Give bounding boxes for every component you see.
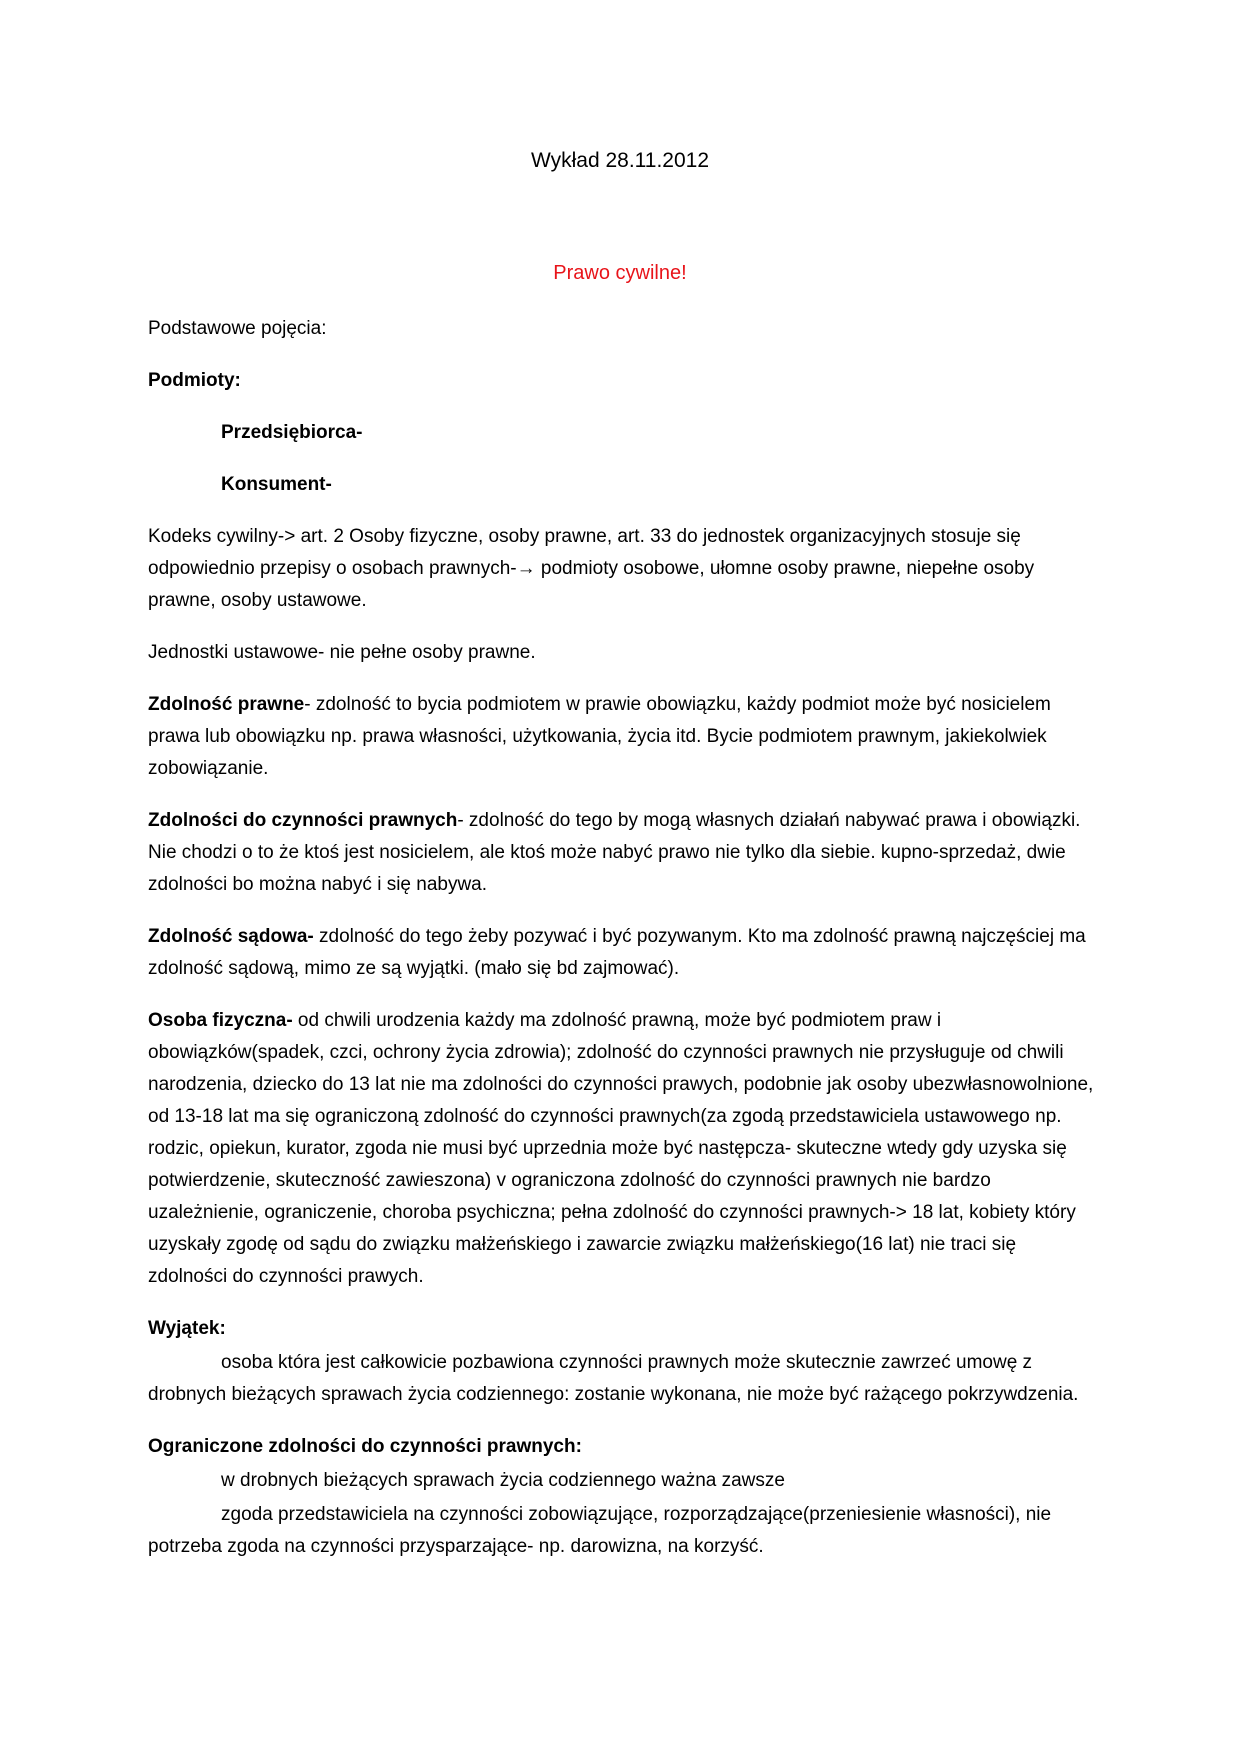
limited-capacity-line-2: zgoda przedstawiciela na czynności zobowiązujące, rozporządzające(przeniesienie własności), nie potrzeba zgoda na czynności przysparzające- np. darowizna, na korzyść. [148,1504,1052,1557]
document-subtitle: Prawo cywilne! [553,262,687,284]
definition-term: Zdolność prawne [148,694,305,715]
kodeks-paragraph: Kodeks cywilny-> art. 2 Osoby fizyczne, osoby prawne, art. 33 do jednostek organizacyjnych stosuje się odpowiednio przepisy o osobach prawnych-→ podmioty osobowe, ułomne osoby prawne, niepełne osoby prawne, osoby ustawowe. [148,526,1035,611]
document-title: Wykład 28.11.2012 [530,149,710,172]
definition-text: zdolność do tego żeby pozywać i być pozywanym. Kto ma zdolność prawną najczęściej ma zdolność sądową, mimo ze są wyjątki. (mało się bd zajmować). [148,926,1086,979]
definition-legal-capacity [148,689,1096,785]
subject-item-entrepreneur: Przedsiębiorca- [221,422,363,443]
exception-heading: Wyjątek: [148,1318,226,1339]
definition-text: - zdolność to bycia podmiotem w prawie obowiązku, każdy podmiot może być nosicielem prawa lub obowiązku np. prawa własności, użytkowania, życia itd. Bycie podmiotem prawnym, jakiekolwiek zobowiązanie. [148,694,1051,779]
subject-item-consumer: Konsument- [221,474,332,495]
limited-capacity-heading: Ograniczone zdolności do czynności prawnych: [148,1436,582,1457]
definition-text: - zdolność do tego by mogą własnych działań nabywać prawa i obowiązki. Nie chodzi o to że ktoś jest nosicielem, ale ktoś może nabyć prawo nie tylko dla siebie. kupno-sprzedaż, dwie zdolności bo można nabyć i się nabywa. [148,810,1081,895]
definition-term: Osoba fizyczna- [148,1010,293,1031]
definition-term: Zdolności do czynności prawnych [148,810,458,831]
jednostki-paragraph: Jednostki ustawowe- nie pełne osoby prawne. [148,642,536,663]
intro-paragraph: Podstawowe pojęcia: [148,318,327,339]
definition-capacity-legal-acts [148,805,1096,901]
exception-paragraph: osoba która jest całkowicie pozbawiona czynności prawnych może skutecznie zawrzeć umowę z drobnych bieżących sprawach życia codziennego: zostanie wykonana, nie może być rażącego pokrzywdzenia. [148,1352,1079,1405]
definition-text: od chwili urodzenia każdy ma zdolność prawną, może być podmiotem praw i obowiązków(spadek, czci, ochrony życia zdrowia); zdolność do czynności prawnych nie przysługuje od chwili narodzenia, dziecko do 13 lat nie ma zdolności do czynności prawych, podobnie jak osoby ubezwłasnowolnione, od 13-18 lat ma się ograniczoną zdolność do czynności prawnych(za zgodą przedstawiciela ustawowego np. rodzic, opiekun, kurator, zgoda nie musi być uprzednia może być następcza- skuteczne wtedy gdy uzyska się potwierdzenie, skuteczność zawieszona) v ograniczona zdolność do czynności prawnych nie bardzo uzależnienie, ograniczenie, choroba psychiczna; pełna zdolność do czynności prawnych-> 18 lat, kobiety który uzyskały zgodę od sądu do związku małżeńskiego i zawarcie związku małżeńskiego(16 lat) nie traci się zdolności do czynności prawych. [148,1010,1094,1287]
definition-term: Zdolność sądowa- [148,926,314,947]
definition-court-capacity [148,921,1096,985]
subjects-heading: Podmioty: [148,370,241,391]
document-body [148,313,1096,1583]
limited-capacity-line-1: w drobnych bieżących sprawach życia codziennego ważna zawsze [221,1470,785,1491]
definition-natural-person [148,1005,1096,1293]
